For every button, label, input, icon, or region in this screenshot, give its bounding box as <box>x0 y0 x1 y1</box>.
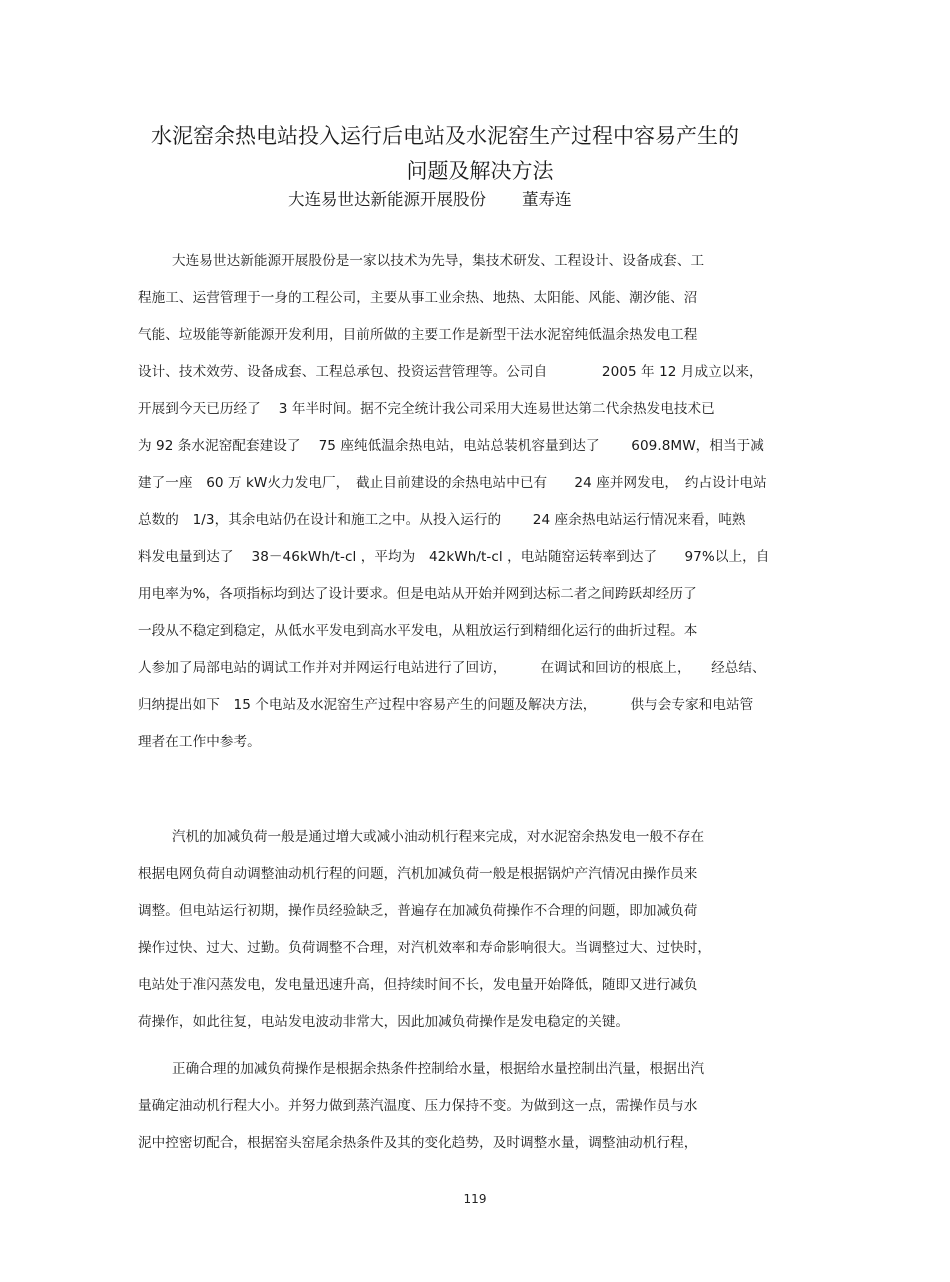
paragraph-1-line: 气能、垃圾能等新能源开发利用，目前所做的主要工作是新型干法水泥窑纯低温余热发电工程 <box>138 327 698 343</box>
paragraph-1-line: 料发电量到达了 38－46kWh/t-cl ，平均为 42kWh/t-cl ，电站随窑运转率到达了 97%以上，自 <box>138 549 770 565</box>
author-line <box>288 188 572 212</box>
paragraph-2-line: 根据电网负荷自动调整油动机行程的问题，汽机加减负荷一般是根据锅炉产汽情况由操作员来 <box>138 866 698 882</box>
paragraph-1-line: 设计、技术效劳、设备成套、工程总承包、投资运营管理等。公司自 2005 年 12 月成立以来， <box>138 364 763 380</box>
paragraph-1-line: 为 92 条水泥窑配套建设了 75 座纯低温余热电站，电站总装机容量到达了 609.8MW，相当于减 <box>138 438 764 454</box>
paragraph-3-line: 量确定油动机行程大小。并努力做到蒸汽温度、压力保持不变。为做到这一点，需操作员与水 <box>138 1098 698 1114</box>
author-organization: 大连易世达新能源开展股份 <box>288 190 486 209</box>
paragraph-2-line: 电站处于准闪蒸发电，发电量迅速升高，但持续时间不长，发电量开始降低，随即又进行减负 <box>138 977 698 993</box>
paragraph-3-line: 泥中控密切配合，根据窑头窑尾余热条件及其的变化趋势，及时调整水量，调整油动机行程， <box>138 1135 698 1151</box>
paragraph-1-line: 用电率为%，各项指标均到达了设计要求。但是电站从开始并网到达标二者之间跨跃却经历了 <box>138 586 697 602</box>
document-title-line-1: 水泥窑余热电站投入运行后电站及水泥窑生产过程中容易产生的 <box>151 124 739 148</box>
paragraph-2-line: 汽机的加减负荷一般是通过增大或减小油动机行程来完成，对水泥窑余热发电一般不存在 <box>172 829 705 845</box>
paragraph-1-line: 大连易世达新能源开展股份是一家以技术为先导，集技术研发、工程设计、设备成套、工 <box>172 253 705 269</box>
page-number: 119 <box>463 1192 487 1206</box>
paragraph-1-line: 归纳提出如下 15 个电站及水泥窑生产过程中容易产生的问题及解决方法， 供与会专家和电站管 <box>138 697 754 713</box>
document-title-line-2: 问题及解决方法 <box>406 159 554 183</box>
paragraph-2-line: 荷操作，如此往复，电站发电波动非常大，因此加减负荷操作是发电稳定的关键。 <box>138 1014 630 1030</box>
paragraph-1-line: 一段从不稳定到稳定，从低水平发电到高水平发电，从粗放运行到精细化运行的曲折过程。本 <box>138 623 698 639</box>
paragraph-3-line: 正确合理的加减负荷操作是根据余热条件控制给水量，根据给水量控制出汽量，根据出汽 <box>172 1061 705 1077</box>
paragraph-1-line: 人参加了局部电站的调试工作并对并网运行电站进行了回访， 在调试和回访的根底上， 经总结、 <box>138 660 766 676</box>
paragraph-2-line: 调整。但电站运行初期，操作员经验缺乏，普遍存在加减负荷操作不合理的问题，即加减负荷 <box>138 903 698 919</box>
paragraph-1-line: 理者在工作中参考。 <box>138 734 261 750</box>
paragraph-1-line: 总数的 1/3，其余电站仍在设计和施工之中。从投入运行的 24 座余热电站运行情况来看，吨熟 <box>138 512 746 528</box>
paragraph-1-line: 建了一座 60 万 kW火力发电厂， 截止目前建设的余热电站中已有 24 座并网发电， 约占设计电站 <box>138 475 767 491</box>
author-name: 董寿连 <box>522 190 572 209</box>
paragraph-2-line: 操作过快、过大、过勤。负荷调整不合理，对汽机效率和寿命影响很大。当调整过大、过快时， <box>138 940 712 956</box>
paragraph-1-line: 程施工、运营管理于一身的工程公司，主要从事工业余热、地热、太阳能、风能、潮汐能、沼 <box>138 290 698 306</box>
paragraph-1-line: 开展到今天已历经了 3 年半时间。据不完全统计我公司采用大连易世达第二代余热发电技术已 <box>138 401 715 417</box>
